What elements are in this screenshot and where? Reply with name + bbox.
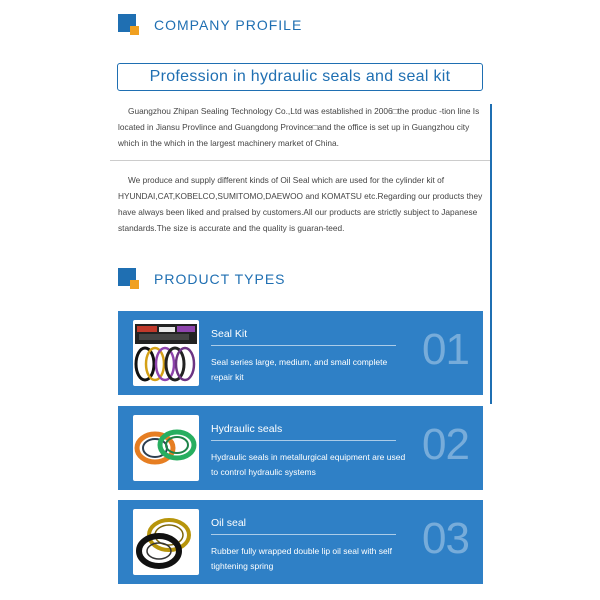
divider-line: [110, 160, 490, 161]
card-rule: [211, 440, 396, 441]
product-name: Oil seal: [211, 517, 247, 529]
card-rule: [211, 345, 396, 346]
product-name: Hydraulic seals: [211, 423, 283, 435]
tagline-text: Profession in hydraulic seals and seal kit: [149, 68, 451, 85]
oil-seal-image: [133, 509, 199, 575]
product-description: Rubber fully wrapped double lip oil seal with self tightening spring: [211, 546, 392, 571]
company-profile-header: [118, 12, 302, 38]
product-number: 02: [422, 420, 469, 469]
profile-paragraph-1: Guangzhou Zhipan Sealing Technology Co.,Ltd was established in 2006□the produc -tion line Is located in Jiansu Provlince and Guangdong Province□and the office is set up in Guangzhou city which in the which in the largest machinery market of China.: [118, 106, 480, 148]
square-bullet-icon: [118, 268, 140, 290]
tagline-box: [117, 63, 483, 91]
product-card-seal-kit[interactable]: [118, 311, 483, 395]
product-number: 01: [422, 325, 469, 374]
product-number: 03: [422, 514, 469, 563]
product-card-hydraulic-seals[interactable]: [118, 406, 483, 490]
product-types-title: PRODUCT TYPES: [154, 271, 286, 287]
card-rule: [211, 534, 396, 535]
seal-kit-image: [133, 320, 199, 386]
profile-paragraph-2: We produce and supply different kinds of Oil Seal which are used for the cylinder kit of HYUNDAI,CAT,KOBELCO,SUMITOMO,DAEWOO and KOMATSU etc.Regarding our products they have always been liked and pralsed by customers.All our products are strictly subject to Japanese standards.The size is accurate and the quality is guaran-teed.: [118, 175, 483, 233]
vertical-accent-line: [490, 104, 492, 404]
hydraulic-seals-image: [133, 415, 199, 481]
square-bullet-icon: [118, 14, 140, 36]
product-card-oil-seal[interactable]: [118, 500, 483, 584]
product-types-header: [118, 266, 286, 292]
product-name: Seal Kit: [211, 328, 248, 340]
product-description: Seal series large, medium, and small complete repair kit: [211, 357, 388, 382]
company-profile-title: COMPANY PROFILE: [154, 17, 303, 33]
product-description: Hydraulic seals in metallurgical equipment are used to control hydraulic systems: [211, 452, 406, 477]
